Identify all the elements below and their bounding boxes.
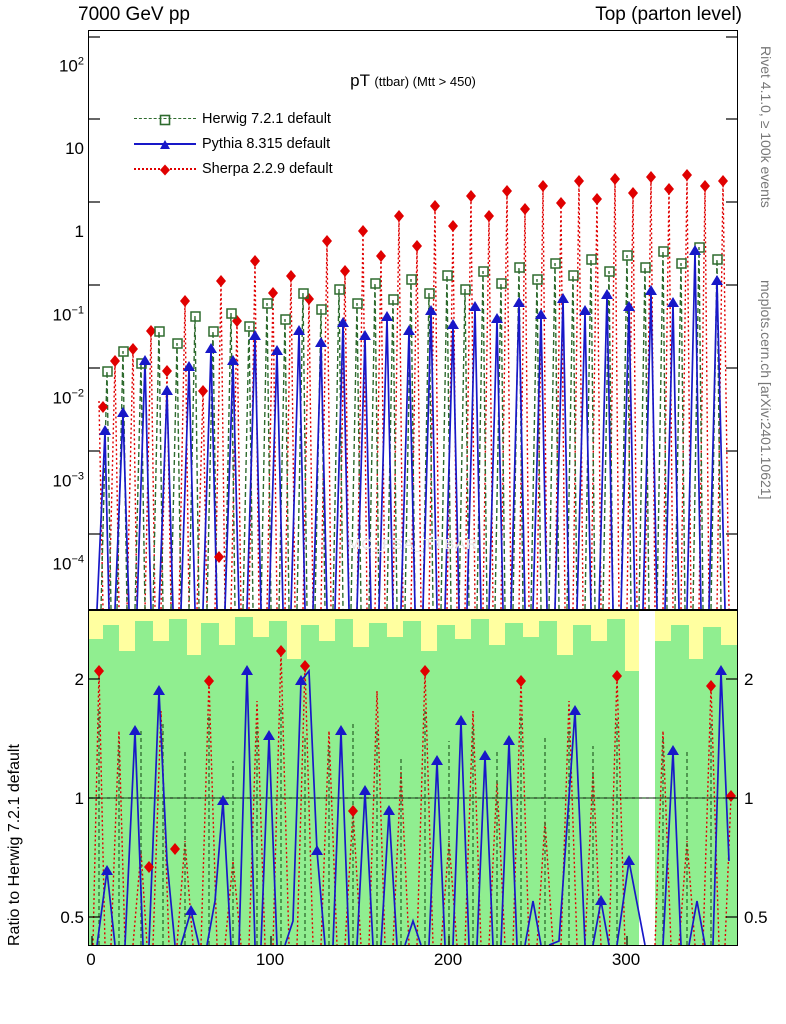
ytick-1e-4: $10^{-4}$ xyxy=(52,553,84,574)
plot-title xyxy=(89,71,737,91)
ytick-1: 1 xyxy=(74,222,84,241)
legend-item-sherpa[interactable] xyxy=(134,156,333,181)
xtick-100: 100 xyxy=(255,950,285,969)
legend-symbol-sherpa xyxy=(134,160,196,178)
ratio-ytick-right-1: 1 xyxy=(744,789,754,808)
legend-item-pythia[interactable] xyxy=(134,131,333,156)
ytick-1e-1: $10^{-1}$ xyxy=(52,304,84,325)
legend-label-sherpa: Sherpa 2.2.9 default xyxy=(202,160,333,177)
plot-title-sub: (ttbar) (Mtt > 450) xyxy=(374,74,476,89)
watermark-text: MC_FSA_TTBAR xyxy=(347,536,479,553)
header-right-label: Top (parton level) xyxy=(595,4,742,25)
ytick-10: 10 xyxy=(65,139,84,158)
ratio-ytick-right-0-5: 0.5 xyxy=(744,908,768,927)
legend-item-herwig[interactable] xyxy=(134,106,333,131)
ytick-1e2: $10^2$ xyxy=(58,55,84,76)
ratio-ytick-0-5: 0.5 xyxy=(60,908,84,927)
arxiv-reference-label: mcplots.cern.ch [arXiv:2401.10621] xyxy=(758,280,774,500)
xtick-0: 0 xyxy=(86,950,96,969)
ratio-ytick-right-2: 2 xyxy=(744,670,754,689)
legend-label-pythia: Pythia 8.315 default xyxy=(202,135,331,152)
legend xyxy=(134,106,333,181)
rivet-version-label: Rivet 4.1.0, ≥ 100k events xyxy=(758,46,774,208)
ratio-ytick-1: 1 xyxy=(74,789,84,808)
ratio-y-axis-labels-right xyxy=(744,610,786,946)
xtick-300: 300 xyxy=(611,950,641,969)
legend-symbol-herwig xyxy=(134,110,196,128)
side-annotations xyxy=(760,30,784,610)
ratio-plot-panel xyxy=(88,610,738,946)
ratio-ytick-2: 2 xyxy=(74,670,84,689)
ratio-y-axis-title: Ratio to Herwig 7.2.1 default xyxy=(6,744,23,946)
legend-symbol-pythia xyxy=(134,135,196,153)
plot-title-main: pT xyxy=(350,71,370,90)
ratio-plot-canvas xyxy=(89,611,737,945)
main-y-axis-labels xyxy=(0,30,84,610)
header-left-label: 7000 GeV pp xyxy=(78,4,190,25)
main-plot-panel xyxy=(88,30,738,610)
ytick-1e-3: $10^{-3}$ xyxy=(52,470,84,491)
x-axis-labels xyxy=(88,950,738,980)
legend-label-herwig: Herwig 7.2.1 default xyxy=(202,110,331,127)
ytick-1e-2: $10^{-2}$ xyxy=(52,387,84,408)
xtick-200: 200 xyxy=(433,950,463,969)
